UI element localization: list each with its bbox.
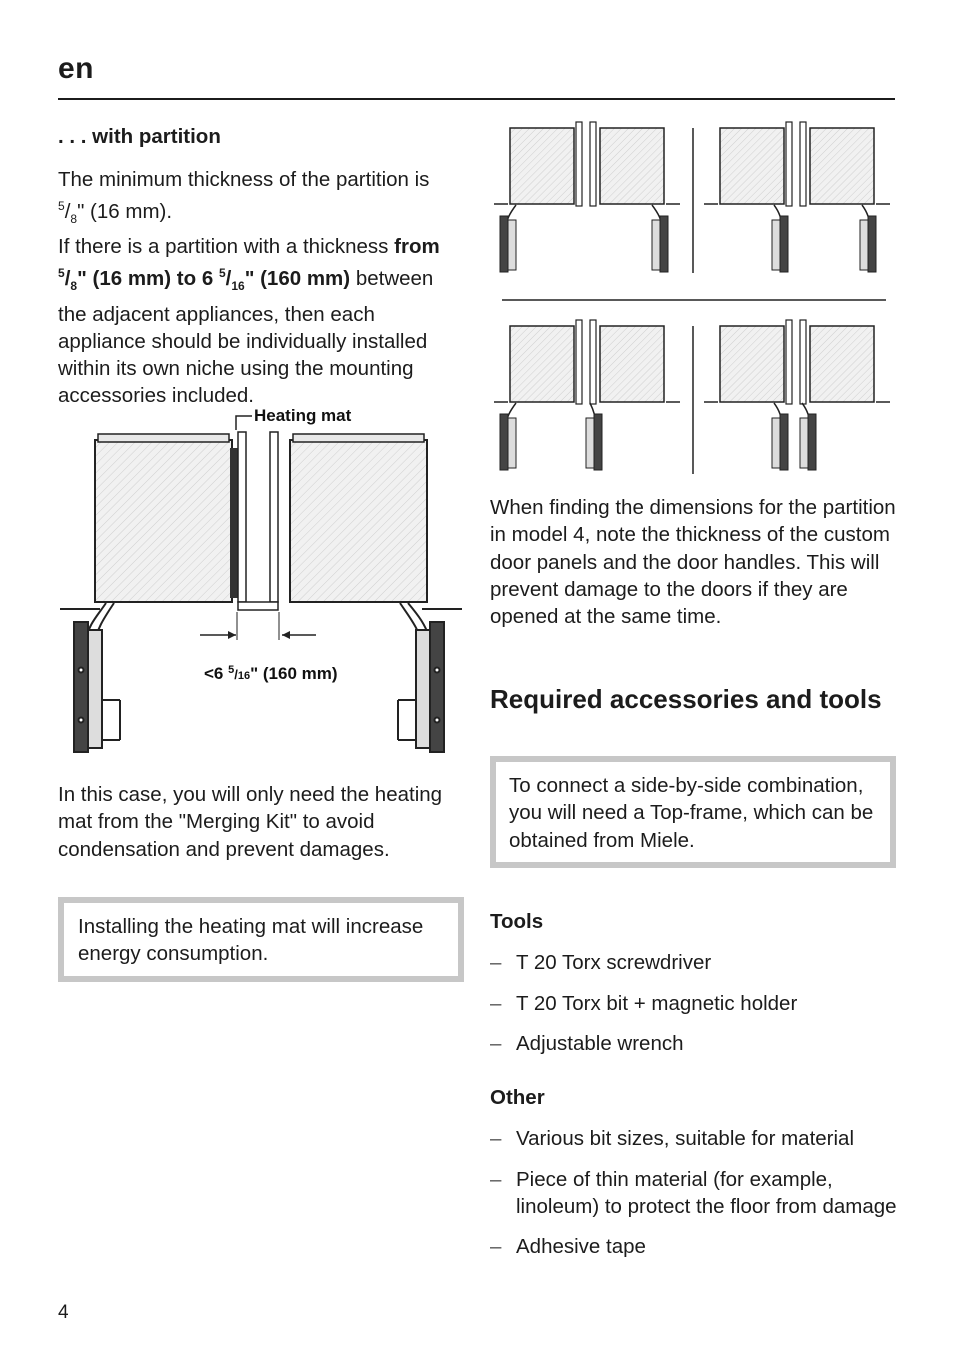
other-heading: Other bbox=[490, 1086, 545, 1109]
model-2 bbox=[704, 122, 890, 272]
note-top-frame: To connect a side-by-side combination, you will need a Top-frame, which can be obtained from Miele. bbox=[490, 756, 896, 868]
list-item: – T 20 Torx screwdriver bbox=[490, 949, 896, 976]
paragraph-partition-thickness: If there is a partition with a thickness from $^5/_8$" (16 mm) to 6 $^5/_{16}$" (160 mm) between the adjacent appliances, then each appliance should be individually installed within its own niche using the mounting accessories included. bbox=[58, 235, 440, 408]
list-item: – Piece of thin material (for example, linoleum) to protect the floor from damage bbox=[490, 1166, 900, 1220]
heating-mat-partition bbox=[238, 432, 278, 610]
language-code: en bbox=[58, 52, 95, 85]
model-3 bbox=[494, 320, 680, 470]
partition-diagram bbox=[58, 400, 468, 770]
section-heading-with-partition: . . . with partition bbox=[58, 125, 221, 148]
list-item: – T 20 Torx bit + magnetic holder bbox=[490, 990, 896, 1017]
tools-heading: Tools bbox=[490, 910, 544, 933]
model-1 bbox=[494, 122, 680, 272]
other-list bbox=[490, 1125, 900, 1260]
paragraph-model-4-dimensions: When finding the dimensions for the partition in model 4, note the thickness of the custom door panels and the door handles. This will prevent damage to the doors if they are opened at the same time. bbox=[490, 496, 896, 629]
tools-list bbox=[490, 949, 896, 1057]
dimension-label: <6 $^5_/$16" (160 mm) bbox=[204, 664, 338, 683]
heating-mat-label: Heating mat bbox=[254, 406, 352, 425]
page-number: 4 bbox=[58, 1302, 69, 1323]
right-hinge bbox=[398, 603, 444, 752]
left-hinge bbox=[74, 603, 120, 752]
paragraph-minimum-thickness: The minimum thickness of the partition is $^5/_8$" (16 mm). bbox=[58, 168, 430, 227]
model-4 bbox=[704, 320, 890, 470]
section-heading-accessories: Required accessories and tools bbox=[490, 684, 882, 714]
list-item: – Adjustable wrench bbox=[490, 1030, 896, 1057]
header-rule bbox=[58, 98, 895, 100]
side-by-side-models-diagram bbox=[490, 118, 895, 478]
left-appliance-door bbox=[95, 434, 240, 602]
right-appliance-door bbox=[290, 434, 427, 602]
list-item: – Various bit sizes, suitable for material bbox=[490, 1125, 900, 1152]
list-item: – Adhesive tape bbox=[490, 1233, 900, 1260]
note-energy-consumption: Installing the heating mat will increase energy consumption. bbox=[58, 897, 464, 982]
paragraph-heating-mat-only: In this case, you will only need the heating mat from the "Merging Kit" to avoid condensation and prevent damages. bbox=[58, 783, 443, 861]
